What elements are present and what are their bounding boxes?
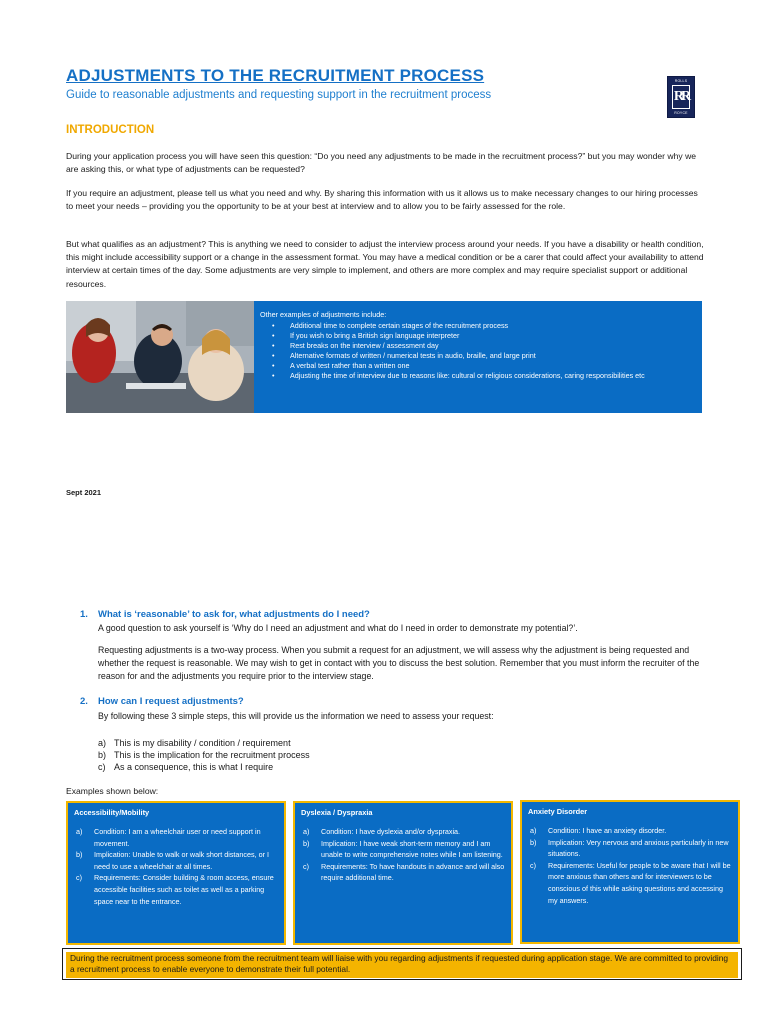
question-1-number: 1. xyxy=(80,609,88,620)
notice-text: During the recruitment process someone from the recruitment team will liaise with you regarding adjustments if requested during application stage. We are committed to providing a recruitment process to enable everyone to demonstrate their full potential. xyxy=(66,952,738,978)
document-date: Sept 2021 xyxy=(66,488,102,497)
photo-illustration xyxy=(66,301,254,413)
list-item: b) Implication: Very nervous and anxious particularly in new situations. xyxy=(530,837,729,859)
example-title: Accessibility/Mobility xyxy=(74,808,150,817)
question-1-paragraph-2: Requesting adjustments is a two-way process. When you submit a request for an adjustment, we will assess why the adjustment is being requested and whether the request is reasonable. We may wish to get in contact with you to discuss the best solution. Remember that you must inform the recruiter of the reason for and the adjustments you require prior to the interview stage. xyxy=(98,645,700,682)
question-1-paragraph-1: A good question to ask yourself is ‘Why do I need an adjustment and what do I need in order to demonstrate my potential?’. xyxy=(98,623,578,633)
example-list xyxy=(74,826,278,907)
list-item: • Adjusting the time of interview due to reasons like: cultural or religious considerations, caring responsibilities etc xyxy=(260,371,700,381)
question-2-heading xyxy=(80,696,244,707)
page-title: ADJUSTMENTS TO THE RECRUITMENT PROCESS xyxy=(66,66,485,85)
logo-bottom-text: ROYCE xyxy=(674,111,688,115)
banner-heading: Other examples of adjustments include: xyxy=(260,310,387,319)
list-item: • If you wish to bring a British sign language interpreter xyxy=(260,331,700,341)
list-item: c) As a consequence, this is what I require xyxy=(98,762,274,772)
intro-paragraph-1: During your application process you will have seen this question: “Do you need any adjustments to be made in the recruitment process?” but you may wonder why we are asking this, or what type of adjustments can be requested? xyxy=(66,151,697,175)
recruitment-notice xyxy=(62,948,742,980)
list-item: • A verbal test rather than a written one xyxy=(260,361,700,371)
example-list xyxy=(528,825,732,906)
question-1-title: What is ‘reasonable’ to ask for, what adjustments do I need? xyxy=(98,609,370,620)
intro-paragraph-2: If you require an adjustment, please tell us what you need and why. By sharing this information with us it allows us to make necessary changes to our hiring processes to meet your needs – providing you the opportunity to be at your best at interview and to allow you to be fairly assessed for the role. xyxy=(66,188,698,212)
examples-banner xyxy=(66,301,702,413)
list-item: a) Condition: I am a wheelchair user or need support in movement. xyxy=(76,827,261,848)
logo-monogram: RR xyxy=(672,85,690,109)
list-item: c) Requirements: Useful for people to be aware that I will be more anxious than others and for interviewers to be conscious of this while asking questions and accessing my answers. xyxy=(530,860,731,905)
list-item: • Rest breaks on the interview / assessment day xyxy=(260,341,700,351)
list-item: a) Condition: I have dyslexia and/or dyspraxia. xyxy=(303,827,461,836)
list-item: c) Requirements: Consider building & room access, ensure accessible facilities such as toilet as well as a parking space near to the entrance. xyxy=(76,873,274,906)
example-box-dyslexia xyxy=(293,801,513,945)
example-title: Dyslexia / Dyspraxia xyxy=(301,808,373,817)
list-item: c) Requirements: To have handouts in advance and will also require additional time. xyxy=(303,861,505,883)
example-box-accessibility xyxy=(66,801,286,945)
list-item: • Alternative formats of written / numerical tests in audio, braille, and large print xyxy=(260,351,700,361)
office-team-photo xyxy=(66,301,254,413)
example-title: Anxiety Disorder xyxy=(528,807,588,816)
examples-label: Examples shown below: xyxy=(66,786,159,796)
example-box-anxiety xyxy=(520,800,740,944)
example-list xyxy=(301,826,505,884)
page-subtitle: Guide to reasonable adjustments and requesting support in the recruitment process xyxy=(66,89,492,101)
introduction-heading: INTRODUCTION xyxy=(66,124,155,136)
list-item: a) This is my disability / condition / requirement xyxy=(98,738,291,748)
list-item: b) This is the implication for the recruitment process xyxy=(98,750,310,760)
logo-top-text: ROLLS xyxy=(674,79,688,83)
list-item: b) Implication: I have weak short-term memory and I am unable to write comprehensive notes while I am listening. xyxy=(303,838,503,860)
intro-paragraph-3: But what qualifies as an adjustment? This is anything we need to consider to adjust the interview process around your needs. If you have a disability or health condition, this might include accessibility support or a change in the assessment format. You may have a medical condition or be a carer that could affect your availability to attend interview at certain times of the day. Some adjustments are very simple to implement, and others are more complex and may require specialist support or additional resources. xyxy=(66,239,704,289)
list-item: b) Implication: Unable to walk or walk short distances, or I need to use a wheelchair at all times. xyxy=(76,850,269,871)
question-2-paragraph: By following these 3 simple steps, this will provide us the information we need to assess your request: xyxy=(98,711,494,721)
question-2-number: 2. xyxy=(80,696,88,707)
question-2-title: How can I request adjustments? xyxy=(98,696,244,707)
list-item: • Additional time to complete certain stages of the recruitment process xyxy=(260,321,700,331)
rolls-royce-logo xyxy=(667,76,695,118)
list-item: a) Condition: I have an anxiety disorder. xyxy=(530,826,667,835)
question-1-heading xyxy=(80,609,370,620)
request-steps-list xyxy=(98,737,310,773)
adjustment-examples-list xyxy=(260,321,700,380)
